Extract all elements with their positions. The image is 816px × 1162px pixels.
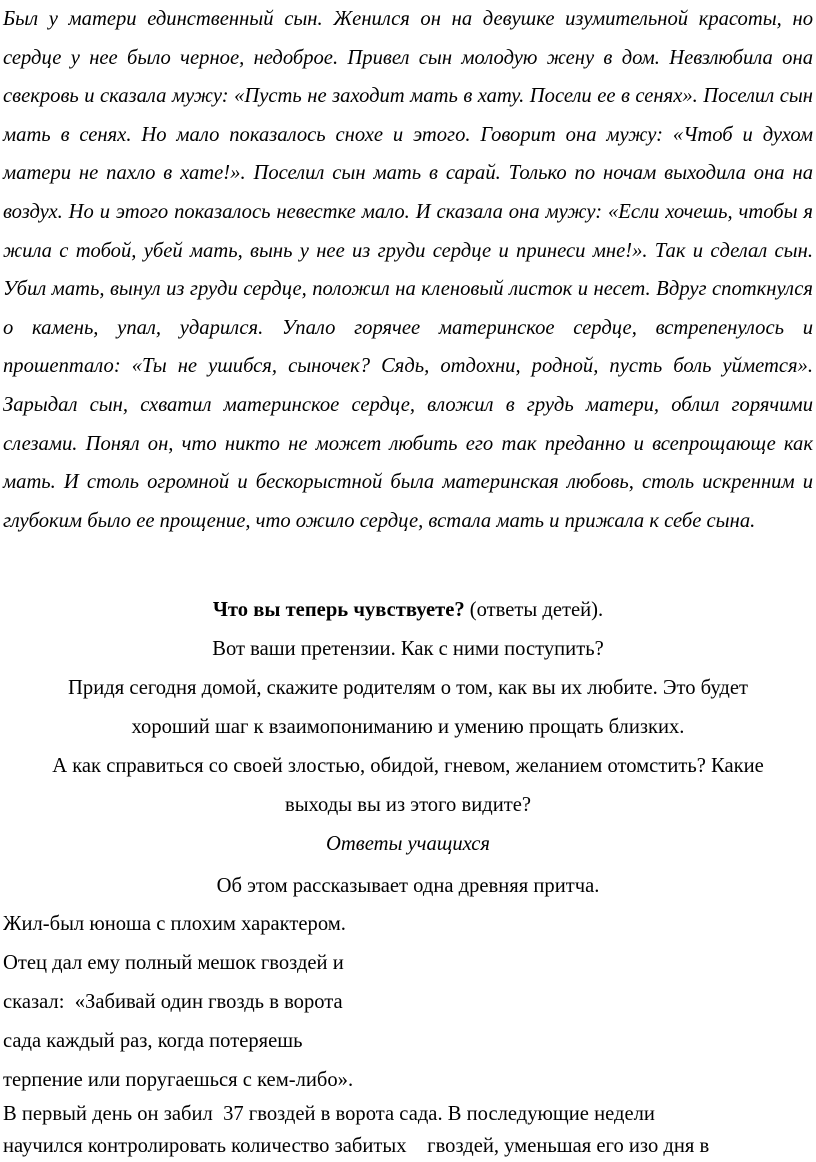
anger-line-1: А как справиться со своей злостью, обидой, гневом, желанием отомстить? Какие [52,755,764,777]
nails-line-2: Отец дал ему полный мешок гвоздей и [3,952,344,974]
nails-line-1: Жил-был юноша с плохим характером. [3,913,346,935]
anger-line-2: выходы вы из этого видите? [284,794,532,816]
question-rest: (ответы детей). [464,599,604,621]
home-line-1: Придя сегодня домой, скажите родителям о том, как вы их любите. Это будет [68,677,748,699]
nails-line-5: терпение или поругаешься с кем-либо». [3,1069,354,1091]
claims-line: Вот ваши претензии. Как с ними поступить? [212,638,604,660]
bottom-paragraph: В первый день он забил 37 гвоздей в ворота сада. В последующие недели научился контролировать количество забитых гвоздей, уменьшая его изо дня в [3,1103,710,1157]
parable-paragraph: Был у матери единственный сын. Женился он на девушке изумительной красоты, но сердце у нее было черное, недоброе. Привел сын молодую жену в дом. Невзлюбила она свекровь и сказала мужу: «Пусть не заходит мать в хату. Посели ее в сенях». Поселил сын мать в сенях. Но мало показалось снохе и этого. Говорит она мужу: «Чтоб и духом матери не пахло в хате!». Поселил сын мать в сарай. Только по ночам выходила она на воздух. Но и этого показалось невестке мало. И сказала она мужу: «Если хочешь, чтобы я жила с тобой, убей мать, вынь у нее из груди сердце и принеси мне!». Так и сделал сын. Убил мать, вынул из груди сердце, положил на кленовый листок и несет. Вдруг споткнулся о камень, упал, ударился. Упало горячее материнское сердце, встрепенулось и прошептало: «Ты не ушибся, сыночек? Сядь, отдохни, родной, пусть боль уймется». Зарыдал сын, схватил материнское сердце, вложил в грудь матери, облил горячими слезами. Понял он, что никто не может любить его так преданно и всепрощающе как мать. И столь огромной и бескорыстной была материнская любовь, столь искренним и глубоким было ее прощение, что ожило сердце, встала мать и прижала к себе сына. [3,8,813,532]
home-line-2: хороший шаг к взаимопониманию и умению прощать близких. [131,716,685,738]
nails-line-3: сказал: «Забивай один гвоздь в ворота [3,991,343,1013]
nails-line-4: сада каждый раз, когда потеряешь [3,1030,303,1052]
answers-line: Ответы учащихся [326,833,490,855]
question-line [0,591,816,630]
question-bold: Что вы теперь чувствуете? [212,599,465,621]
parable-intro-line: Об этом рассказывает одна древняя притча. [216,875,600,897]
